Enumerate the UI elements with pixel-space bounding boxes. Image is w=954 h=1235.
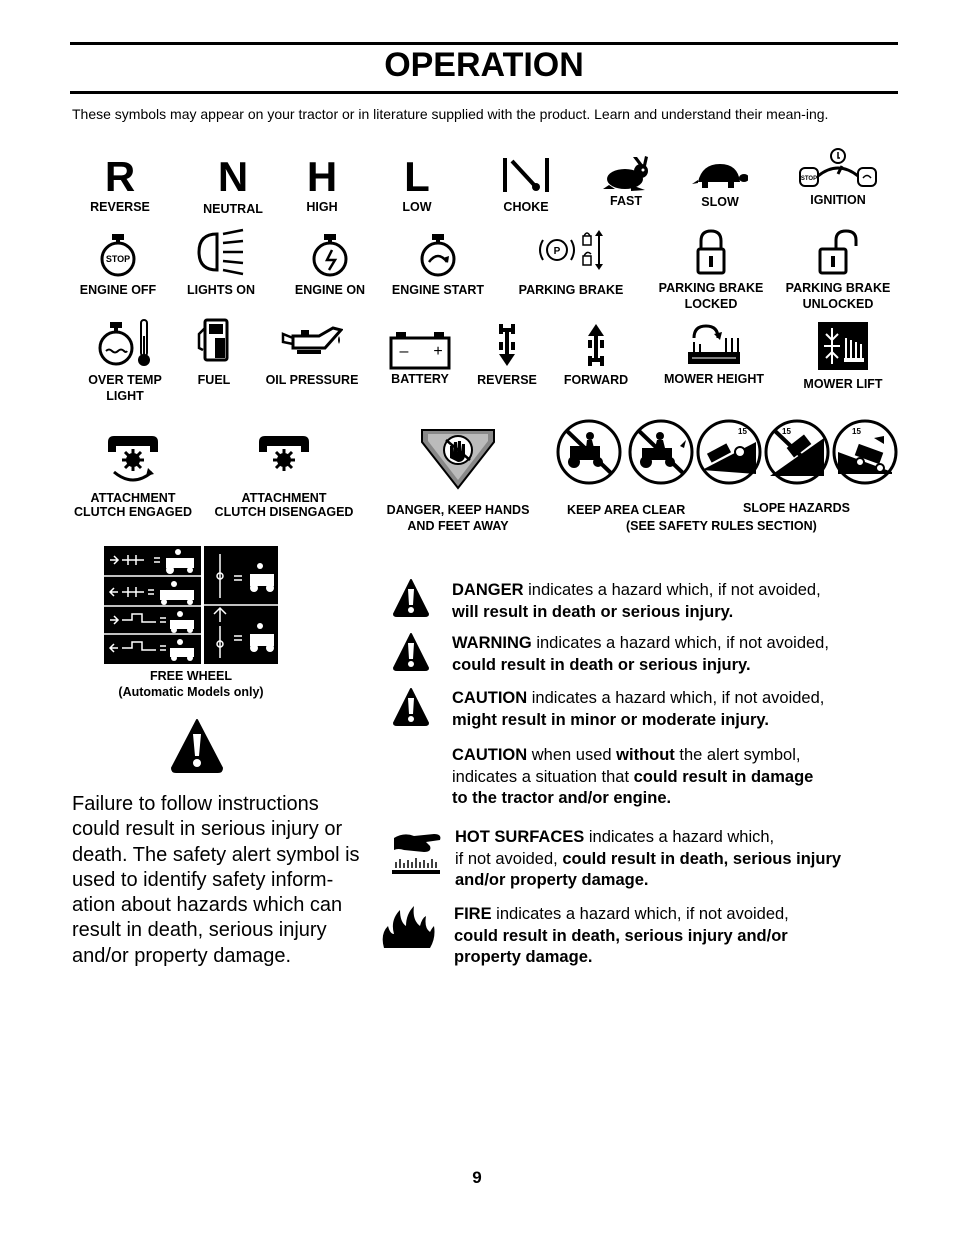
page-number: 9	[472, 1168, 482, 1187]
lock-closed-icon	[694, 228, 728, 276]
hands-feet-danger-icon	[420, 428, 496, 490]
h-glyph: H	[306, 153, 338, 200]
slope-hazards-label: SLOPE HAZARDS	[743, 501, 850, 515]
safety-rules-note: (SEE SAFETY RULES SECTION)	[626, 519, 817, 533]
slope-hazard-icon-1	[698, 421, 760, 483]
symbol-high: H HIGH	[306, 153, 338, 214]
symbol-parking-brake-unlocked: PARKING BRAKE UNLOCKED	[778, 228, 898, 312]
warning-text: WARNING indicates a hazard which, if not avoided, could result in death or serious injury.	[452, 634, 829, 674]
engine-on-icon	[311, 232, 349, 278]
r-glyph: R	[104, 153, 136, 200]
danger-text: DANGER indicates a hazard which, if not avoided, will result in death or serious injury.	[452, 581, 821, 621]
symbol-battery: – + BATTERY	[384, 330, 456, 387]
danger-word: DANGER	[452, 581, 524, 599]
oil-can-icon	[281, 322, 343, 358]
n-glyph: N	[217, 153, 249, 200]
symbol-engine-off: STOP ENGINE OFF	[76, 232, 160, 298]
symbol-choke: CHOKE	[498, 155, 554, 215]
symbol-parking-brake: P PARKING BRAKE	[512, 228, 630, 298]
slope-hazard-icons	[696, 418, 900, 486]
clutch-disengaged-icon	[255, 434, 313, 486]
caution-no-symbol-text: CAUTION when used without the alert symbol, indicates a situation that could result in damage to the tractor and/or engine.	[452, 746, 814, 807]
symbol-fast: FAST	[598, 155, 654, 209]
caution-text: CAUTION indicates a hazard which, if not avoided, might result in minor or moderate injury.	[452, 689, 825, 729]
symbol-engine-start: ENGINE START	[386, 232, 490, 298]
slope-hazard-icon-3	[834, 421, 896, 483]
free-wheel-label: FREE WHEEL	[150, 669, 232, 683]
safety-alert-icon	[170, 718, 224, 774]
svg-text:15: 15	[738, 427, 747, 436]
symbol-engine-on: ENGINE ON	[290, 232, 370, 298]
svg-text:STOP: STOP	[105, 254, 131, 264]
symbol-reverse-r: R REVERSE	[90, 153, 150, 214]
symbol-low: L LOW	[402, 153, 432, 214]
svg-text:15: 15	[852, 427, 861, 436]
warning-alert-icon	[392, 632, 430, 672]
symbol-attachment-clutch-engaged: ATTACHMENT CLUTCH ENGAGED	[70, 434, 196, 520]
lock-open-icon	[816, 228, 860, 276]
warning-word: WARNING	[452, 634, 532, 652]
symbol-parking-brake-locked: PARKING BRAKE LOCKED	[652, 228, 770, 312]
intro-text: These symbols may appear on your tractor or in literature supplied with the product. Learn and understand their mean-ing.	[72, 106, 829, 122]
page-title: OPERATION	[384, 46, 584, 84]
symbol-oil-pressure: OIL PRESSURE	[258, 322, 366, 388]
symbol-mower-height: MOWER HEIGHT	[658, 322, 770, 387]
keep-area-clear-icons	[556, 418, 696, 486]
title-rule	[70, 91, 898, 94]
headlight-icon	[195, 228, 247, 276]
svg-text:–: –	[399, 343, 409, 360]
over-temp-icon	[97, 318, 153, 368]
top-rule	[70, 42, 898, 45]
symbol-forward-arrow: FORWARD	[560, 322, 632, 388]
mower-lift-icon	[818, 322, 868, 370]
fuel-pump-icon	[195, 316, 233, 362]
symbol-slow: SLOW	[688, 160, 752, 210]
danger-alert-icon	[392, 578, 430, 618]
caution-alert-icon	[392, 687, 430, 727]
parking-brake-icon	[533, 228, 609, 272]
svg-text:+: +	[433, 343, 443, 360]
battery-icon	[388, 330, 452, 370]
engine-off-icon	[99, 232, 137, 278]
symbol-fuel: FUEL	[192, 316, 236, 388]
hot-surfaces-text: HOT SURFACES indicates a hazard which, if not avoided, could result in death, serious injury and/or property damage.	[455, 828, 842, 889]
rabbit-icon	[601, 155, 651, 193]
symbol-ignition: STOP IGNITION	[796, 146, 880, 208]
fire-icon	[380, 904, 436, 950]
ignition-icon	[796, 146, 880, 194]
no-bystanders-icon-2	[630, 421, 692, 483]
turtle-icon	[692, 160, 748, 192]
caution-word: CAUTION	[452, 689, 528, 707]
symbol-danger-keep-hands-feet-away: DANGER, KEEP HANDS AND FEET AWAY	[376, 428, 540, 534]
svg-text:STOP: STOP	[800, 176, 818, 182]
fire-text: FIRE indicates a hazard which, if not avoided, could result in death, serious injury and/or property damage.	[454, 905, 789, 966]
symbol-lights-on: LIGHTS ON	[180, 228, 262, 298]
svg-text:P: P	[553, 246, 561, 257]
hot-surface-icon	[390, 828, 444, 878]
symbol-reverse-arrow: REVERSE	[474, 322, 540, 388]
free-wheel-note: (Automatic Models only)	[118, 685, 264, 699]
failure-text: Failure to follow instructions could result in serious injury or death. The safety alert symbol is used to identify safety inform-ation about hazards which can result in death, serious injury and/or property damage.	[72, 793, 360, 967]
keep-area-clear-label: KEEP AREA CLEAR	[567, 503, 686, 517]
mower-height-icon	[686, 322, 742, 368]
reverse-arrow-icon	[495, 322, 519, 368]
hot-surfaces-word: HOT SURFACES	[455, 828, 585, 846]
l-glyph: L	[404, 153, 430, 200]
engine-start-icon	[419, 232, 457, 278]
free-wheel-diagram	[104, 546, 278, 664]
symbol-attachment-clutch-disengaged: ATTACHMENT CLUTCH DISENGAGED	[208, 434, 360, 520]
svg-text:15: 15	[782, 427, 791, 436]
no-bystanders-icon-1	[558, 421, 620, 483]
forward-arrow-icon	[584, 322, 608, 368]
fire-word: FIRE	[454, 905, 492, 923]
clutch-engaged-icon	[104, 434, 162, 486]
symbol-over-temp-light: OVER TEMP LIGHT	[82, 318, 168, 404]
choke-icon	[498, 155, 554, 195]
symbol-mower-lift: MOWER LIFT	[798, 322, 888, 392]
slope-hazard-icon-2	[766, 421, 828, 483]
symbol-neutral: N NEUTRAL	[203, 153, 263, 216]
